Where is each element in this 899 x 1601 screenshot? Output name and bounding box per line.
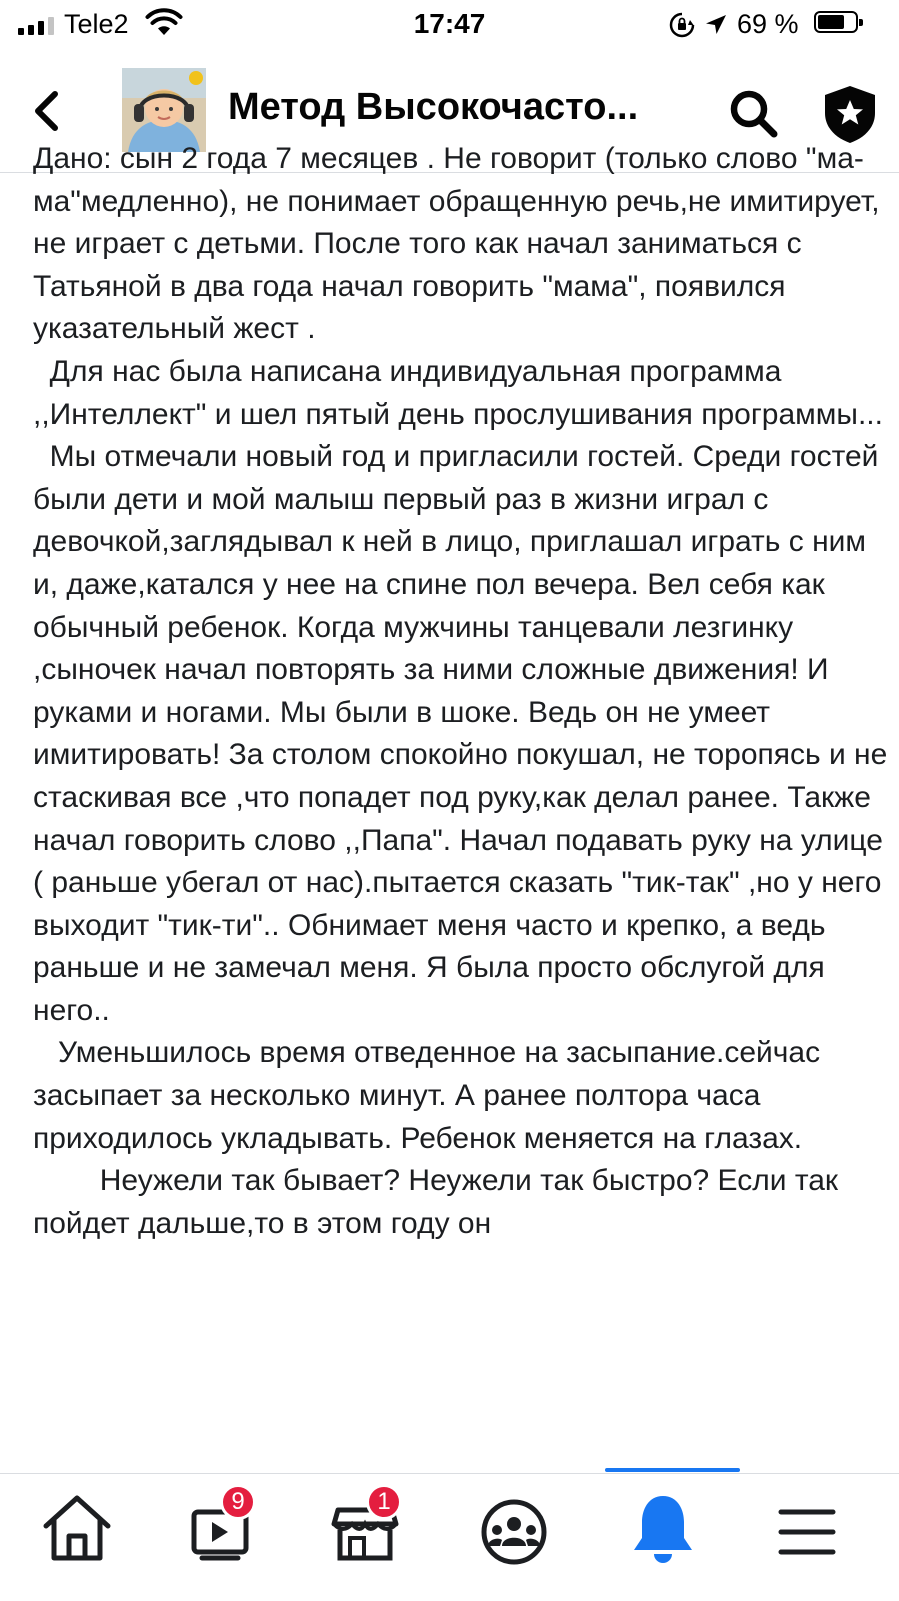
tab-video[interactable] [176, 1488, 266, 1568]
post-body [0, 142, 899, 1473]
admin-shield-icon[interactable] [820, 83, 880, 145]
clock: 17:47 [413, 8, 486, 39]
orientation-lock-icon [669, 12, 695, 38]
home-icon[interactable] [32, 1488, 122, 1568]
active-tab-indicator [605, 1468, 740, 1472]
carrier-name: Tele2 [64, 9, 129, 39]
group-title[interactable]: Метод Высокочасто... [228, 86, 639, 128]
bell-icon[interactable] [618, 1488, 708, 1568]
battery-icon [814, 11, 858, 33]
post-text: Дано: сын 2 года 7 месяцев . Не говорит (только слово "ма-ма"медленно), не понимает обращенную речь,не имитирует, не играет с детьми. После того как начал заниматься с Татьяной в два года начал говорить "мама", появился указательный жест . Для нас была написана индивидуальная программа ,,Интеллект" и шел пятый день прослушивания программы... Мы отмечали новый год и пригласили гостей. Среди гостей были дети и мой малыш первый раз в жизни играл с девочкой,заглядывал к ней в лицо, приглашал играть с ним и, даже,катался у нее на спине пол вечера. Вел себя как обычный ребенок. Когда мужчины танцевали лезгинку ,сыночек начал повторять за ними сложные движения! И руками и ногами. Мы были в шоке. Ведь он не умеет имитировать! За столом спокойно покушал, не торопясь и не стаскивая все ,что попадет под руку,как делал ранее. Также начал говорить слово ,,Папа". Начал подавать руку на улице ( раньше убегал от нас).пытается сказать "тик-так" ,но у него выходит "тик-ти".. Обнимает меня часто и крепко, а ведь раньше и не замечал меня. Я была просто обслугой для него.. Уменьшилось время отведенное на засыпание.сейчас засыпает за несколько минут. А ранее полтора часа приходилось укладывать. Ребенок меняется на глазах. Неужели так бывает? Неужели так быстро? Если так пойдет дальше,то в этом году он [33, 142, 888, 1240]
video-badge: 9 [220, 1484, 256, 1520]
search-icon[interactable] [726, 86, 782, 142]
status-bar [0, 0, 899, 50]
marketplace-badge: 1 [366, 1484, 402, 1520]
bottom-tab-bar [0, 1473, 899, 1601]
groups-icon[interactable] [469, 1488, 559, 1568]
menu-icon[interactable] [761, 1488, 851, 1568]
location-arrow-icon [703, 12, 729, 38]
tab-marketplace[interactable] [320, 1488, 410, 1568]
back-button[interactable] [24, 84, 74, 138]
battery-percent: 69 % [737, 9, 799, 39]
